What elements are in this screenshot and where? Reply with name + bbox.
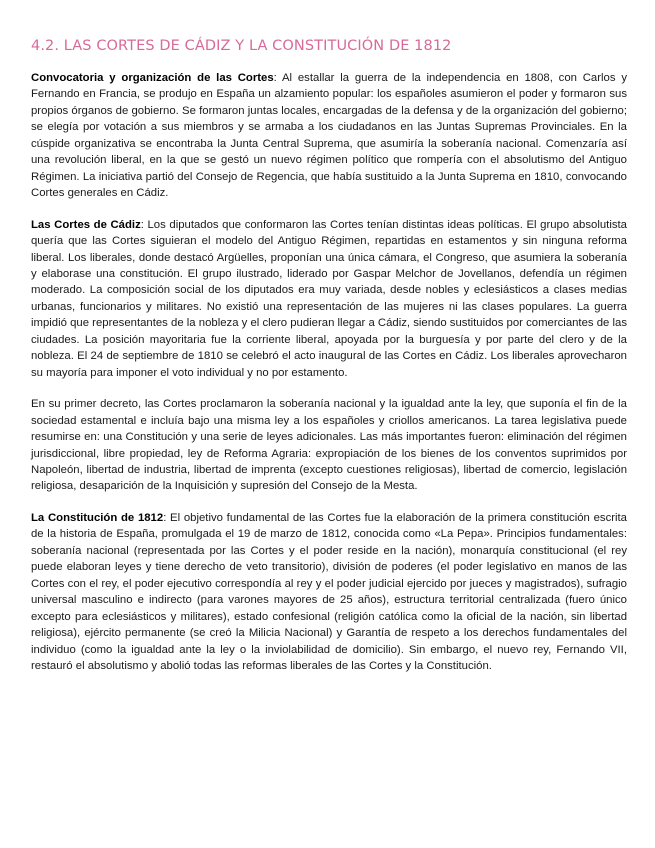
paragraph-lead: La Constitución de 1812 (31, 511, 164, 524)
paragraph-body: Los diputados que conformaron las Cortes tenían distintas ideas políticas. El grupo absolutista quería que las Cortes siguieran el modelo del Antiguo Régimen, repartidas en estamentos y sin ninguna reforma liberal. Los liberales, donde destacó Argüelles, proponían una única cámara, el Congreso, que asumiera la soberanía y elaborase una constitución. El grupo ilustrado, liderado por Gaspar Melchor de Jovellanos, defendía un régimen moderado. La composición social de los diputados era muy variada, desde nobles y eclesiásticos a clases medias urbanas, funcionarios y militares. No existió una representación de las mujeres ni las clases populares. La guerra impidió que representantes de la nobleza y el clero pudieran llegar a Cádiz, siendo sustituidos por comerciantes de las ciudades. La posición mayoritaria fue la corriente liberal, apoyada por la burguesía y por parte del clero y de la nobleza. El 24 de septiembre de 1810 se celebró el acto inaugural de las Cortes en Cádiz. Los liberales aprovecharon su mayoría para imponer el voto individual y no por estamento. (31, 218, 627, 379)
document-page (31, 38, 627, 689)
paragraph-lead-separator: : (273, 72, 277, 84)
paragraph-body: El objetivo fundamental de las Cortes fue la elaboración de la primera constitución escrita de la historia de España, promulgada el 19 de marzo de 1812, conocida como «La Pepa». Principios fundamentales: soberanía nacional (representada por las Cortes y el poder reside en la nación), monarquía constitucional (el rey puede elaboran leyes y tiene derecho de veto transitorio), división de poderes (el poder legislativo en manos de las Cortes con el rey, el poder ejecutivo correspondía al rey y el poder judicial ejercido por jueces y magistrados), sufragio universal masculino e indirecto (para varones mayores de 25 años), estructura territorial centralizada (fuero único excepto para eclesiásticos y militares), estado confesional (religión católica como la oficial de la nación, sin libertad religiosa), ejército permanente (se creó la Milicia Nacional) y Garantía de respeto a los derechos fundamentales del individuo (como la igualdad ante la ley o la inviolabilidad de domicilio). Sin embargo, el nuevo rey, Fernando VII, restauró el absolutismo y abolió todas las reformas liberales de las Cortes y la Constitución. (31, 511, 627, 672)
paragraph-primer-decreto (31, 396, 627, 495)
paragraph-cortes-cadiz (31, 217, 627, 382)
paragraph-convocatoria (31, 70, 627, 202)
paragraph-constitucion-1812 (31, 510, 627, 675)
paragraph-body: Al estallar la guerra de la independencia en 1808, con Carlos y Fernando en Francia, se produjo en España un alzamiento popular: los españoles asumieron el poder y formaron sus propios órganos de gobierno. Se formaron juntas locales, encargadas de la defensa y de la organización del gobierno; se elegía por votación a sus miembros y se armaba a los ciudadanos en las Juntas Supremas Provinciales. En la cúspide organizativa se encontraba la Junta Central Suprema, que asumiría la soberanía nacional. Comenzaría así una revolución liberal, en la que se gestó un nuevo régimen político que rompería con el absolutismo del Antiguo Régimen. La iniciativa partió del Consejo de Regencia, que había sustituido a la Junta Suprema en 1810, convocando Cortes generales en Cádiz. (31, 72, 627, 200)
paragraph-lead: Convocatoria y organización de las Cortes (31, 72, 274, 84)
section-title: 4.2. LAS CORTES DE CÁDIZ Y LA CONSTITUCIÓN DE 1812 (31, 38, 452, 54)
paragraph-lead-separator: : (163, 511, 167, 524)
paragraph-lead-separator: : (140, 218, 144, 231)
paragraph-body: En su primer decreto, las Cortes proclamaron la soberanía nacional y la igualdad ante la ley, que suponía el fin de la sociedad estamental e incluía bajo una misma ley a los españoles y criollos americanos. La tarea legislativa puede resumirse en: una Constitución y una serie de leyes adicionales. Las más importantes fueron: eliminación del régimen jurisdiccional, libre propiedad, ley de Reforma Agraria: expropiación de los bienes de los conventos suprimidos por Napoleón, libertad de industria, libertad de imprenta (excepto cuestiones religiosas), libertad de comercio, legislación religiosa, desaparición de la Inquisición y supresión del Consejo de la Mesta. (31, 398, 627, 493)
paragraph-lead: Las Cortes de Cádiz (31, 218, 141, 231)
